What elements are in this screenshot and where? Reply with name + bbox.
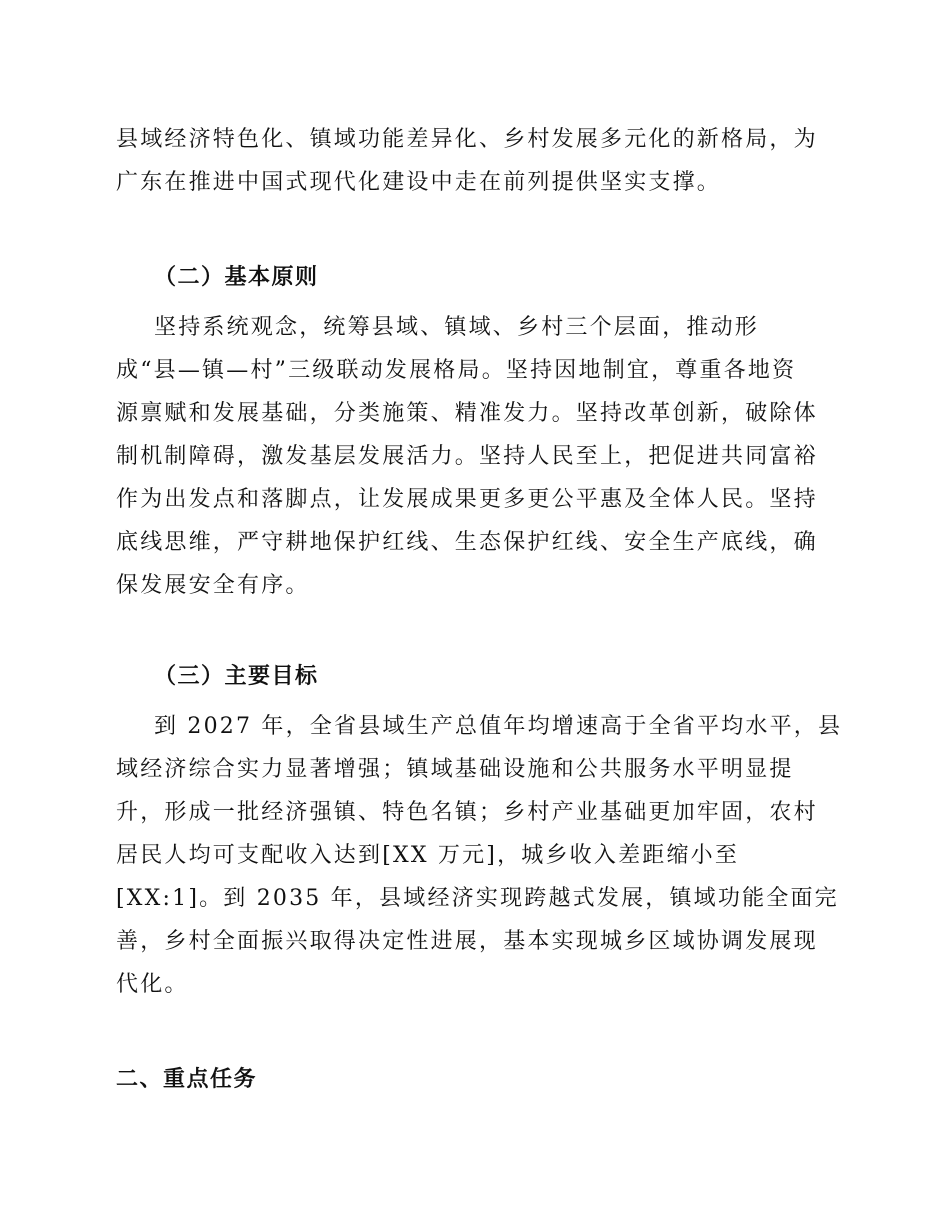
paragraph-line: 坚持系统观念，统筹县域、镇域、乡村三个层面，推动形 [154,315,760,340]
paragraph-line: 居民人均可支配收入达到[XX 万元]，城乡收入差距缩小至 [116,843,740,868]
paragraph-line: 底线思维，严守耕地保护红线、生态保护红线、安全生产底线，确 [116,530,818,555]
section-heading-principles: （二）基本原则 [154,265,319,290]
paragraph-line: 广东在推进中国式现代化建设中走在前列提供坚实支撑。 [116,170,722,195]
section-heading-goals: （三）主要目标 [154,664,319,689]
paragraph-line: [XX:1]。到 2035 年，县域经济实现跨越式发展，镇域功能全面完 [116,886,839,911]
paragraph-line: 制机制障碍，激发基层发展活力。坚持人民至上，把促进共同富裕 [116,444,818,469]
paragraph-line: 升，形成一批经济强镇、特色名镇；乡村产业基础更加牢固，农村 [116,800,818,825]
paragraph-line: 县域经济特色化、镇域功能差异化、乡村发展多元化的新格局，为 [116,127,818,152]
part-heading-key-tasks: 二、重点任务 [116,1067,258,1092]
paragraph-line: 作为出发点和落脚点，让发展成果更多更公平惠及全体人民。坚持 [116,487,818,512]
paragraph-line: 源禀赋和发展基础，分类施策、精准发力。坚持改革创新，破除体 [116,401,818,426]
paragraph-line: 保发展安全有序。 [116,573,310,598]
paragraph-line: 到 2027 年，全省县域生产总值年均增速高于全省平均水平，县 [154,714,843,739]
paragraph-line: 域经济综合实力显著增强；镇域基础设施和公共服务水平明显提 [116,757,794,782]
paragraph-line: 善，乡村全面振兴取得决定性进展，基本实现城乡区域协调发展现 [116,929,818,954]
paragraph-line: 代化。 [116,972,189,997]
paragraph-line: 成“县—镇—村”三级联动发展格局。坚持因地制宜，尊重各地资 [116,358,797,383]
